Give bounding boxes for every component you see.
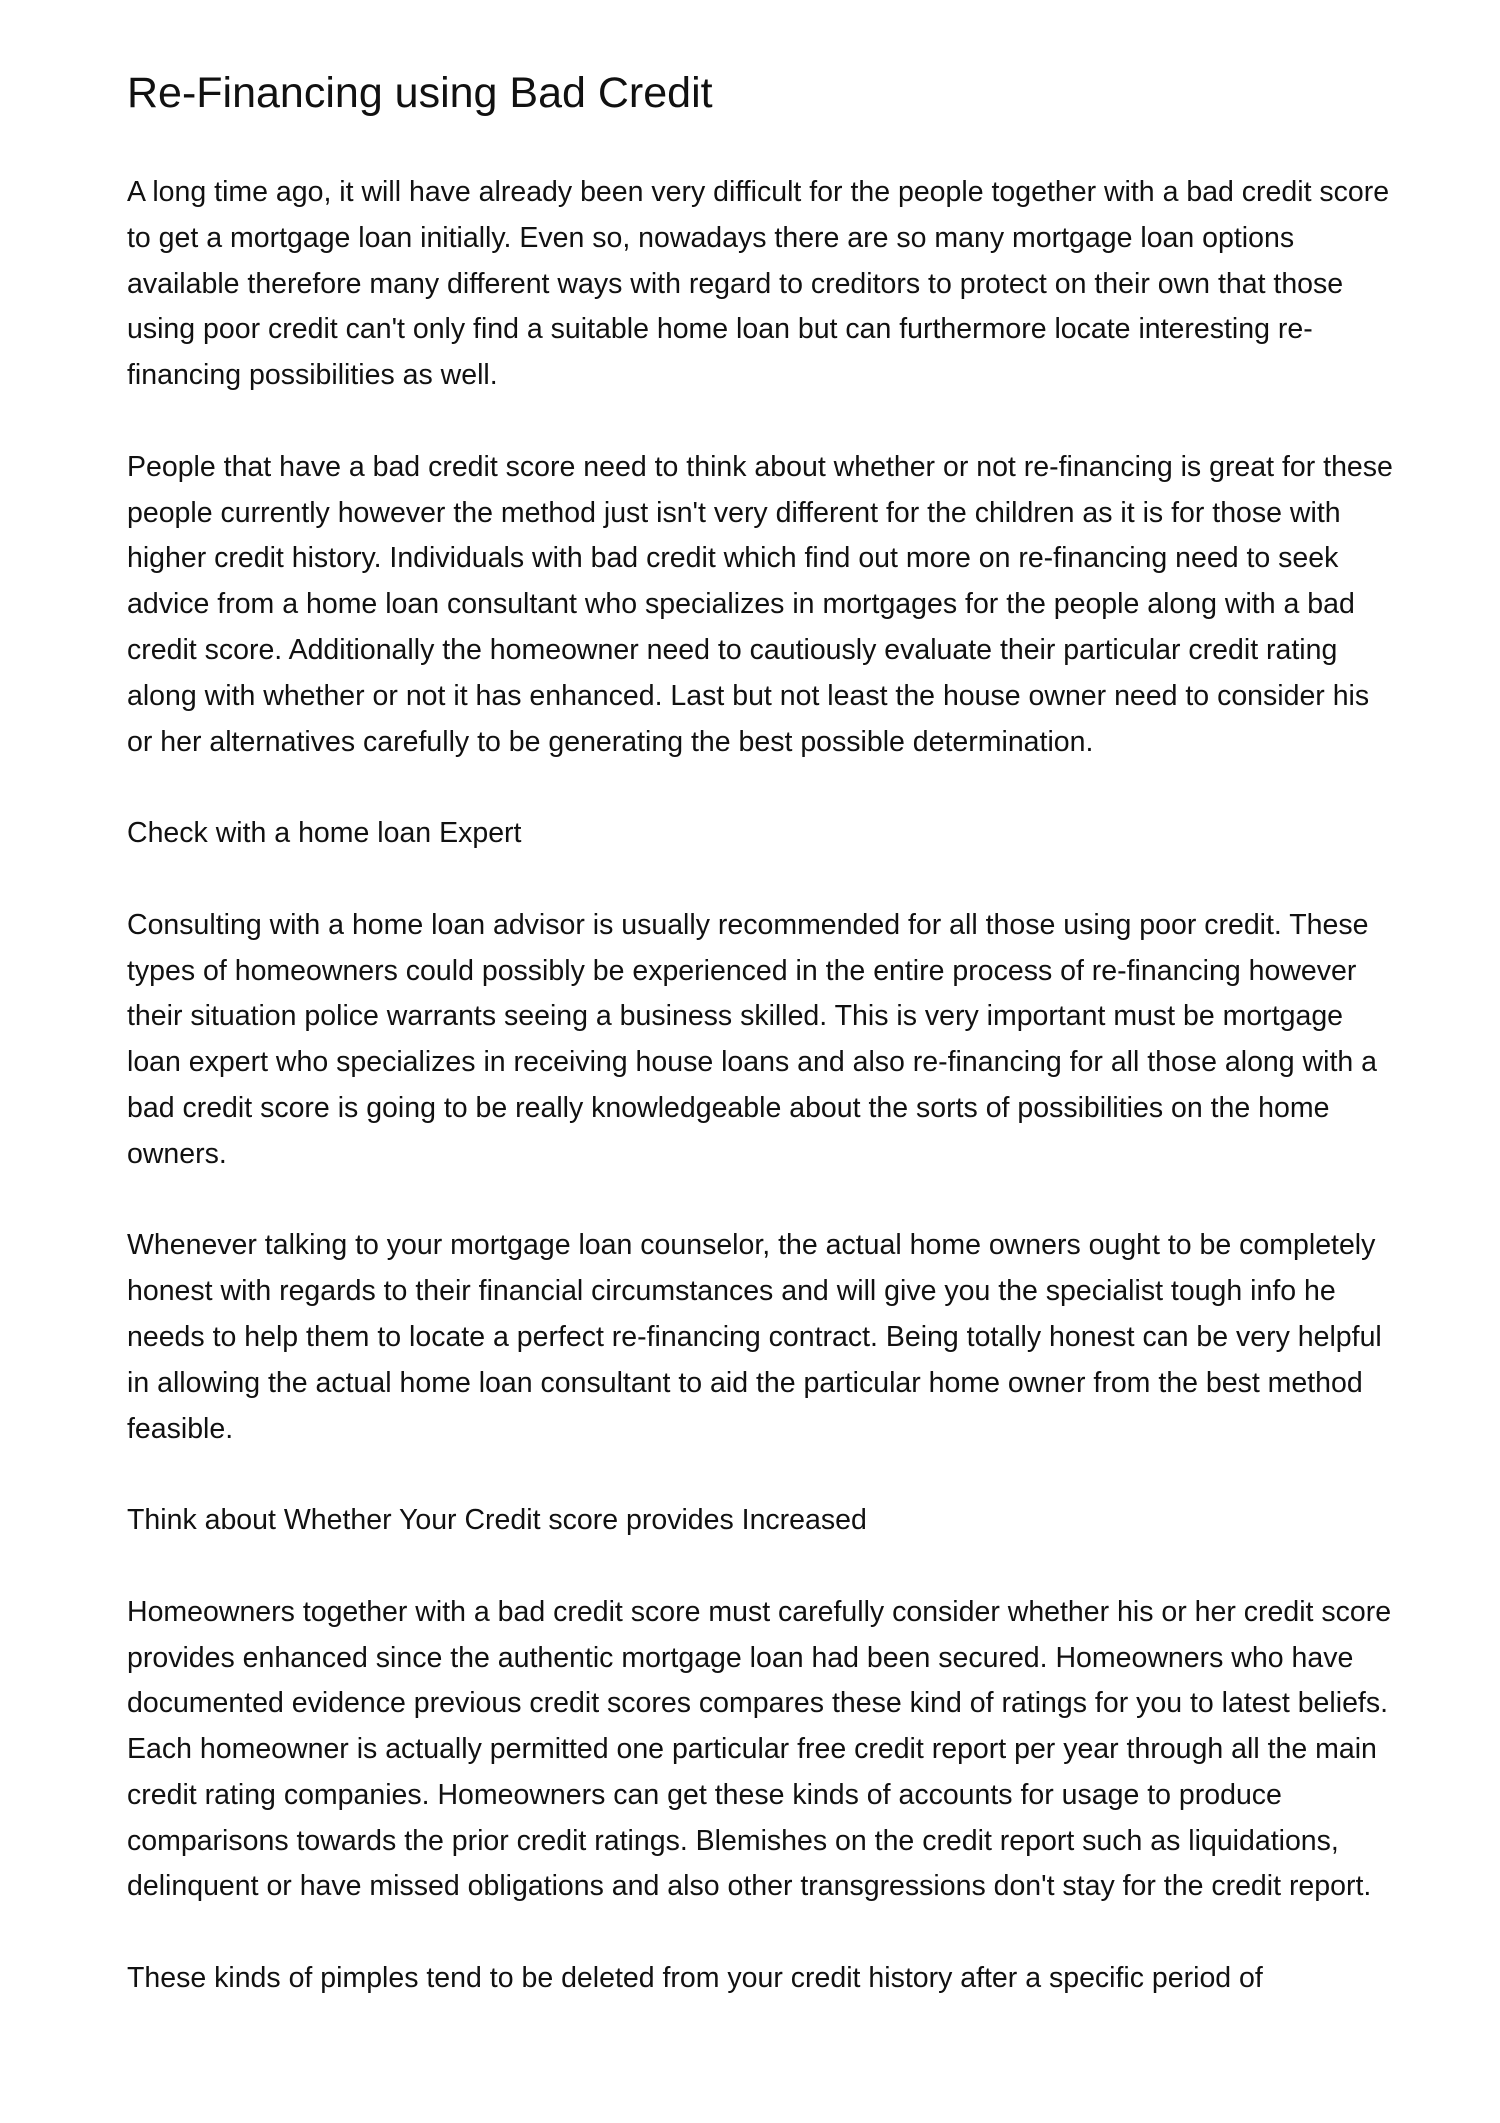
document-title: Re-Financing using Bad Credit (127, 69, 713, 117)
section-heading-credit-score: Think about Whether Your Credit score provides Increased (127, 1504, 867, 1537)
paragraph-credit-report: Homeowners together with a bad credit score must carefully consider whether his or her credit score provides enhanced since the authentic mortgage loan had been secured. Homeowners who have documented evidence previous credit scores compares these kind of ratings for you to latest beliefs. Each homeowner is actually permitted one particular free credit report per year through all the main credit rating companies. Homeowners can get these kinds of accounts for usage to produce comparisons towards the prior credit ratings. Blemishes on the credit report such as liquidations, delinquent or have missed obligations and also other transgressions don't stay for the credit report. (127, 1595, 1392, 1903)
paragraph-blemishes: These kinds of pimples tend to be deleted from your credit history after a specific period of (127, 1962, 1263, 1995)
paragraph-honesty: Whenever talking to your mortgage loan counselor, the actual home owners ought to be completely honest with regards to their financial circumstances and will give you the specialist tough info he needs to help them to locate a perfect re-financing contract. Being totally honest can be very helpful in allowing the actual home loan consultant to aid the particular home owner from the best method feasible. (127, 1229, 1382, 1445)
paragraph-intro: A long time ago, it will have already been very difficult for the people together with a bad credit score to get a mortgage loan initially. Even so, nowadays there are so many mortgage loan options available therefore many different ways with regard to creditors to protect on their own that those using poor credit can't only find a suitable home loan but can furthermore locate interesting re-financing possibilities as well. (127, 176, 1390, 392)
section-heading-expert: Check with a home loan Expert (127, 817, 522, 850)
paragraph-considerations: People that have a bad credit score need to think about whether or not re-financing is great for these people currently however the method just isn't very different for the children as it is for those with higher credit history. Individuals with bad credit which find out more on re-financing need to seek advice from a home loan consultant who specializes in mortgages for the people along with a bad credit score. Additionally the homeowner need to cautiously evaluate their particular credit rating along with whether or not it has enhanced. Last but not least the house owner need to consider his or her alternatives carefully to be generating the best possible determination. (127, 450, 1393, 758)
paragraph-advisor: Consulting with a home loan advisor is usually recommended for all those using poor credit. These types of homeowners could possibly be experienced in the entire process of re-financing however their situation police warrants seeing a business skilled. This is very important must be mortgage loan expert who specializes in receiving house loans and also re-financing for all those along with a bad credit score is going to be really knowledgeable about the sorts of possibilities on the home owners. (127, 908, 1377, 1170)
document-page (127, 62, 1395, 2002)
